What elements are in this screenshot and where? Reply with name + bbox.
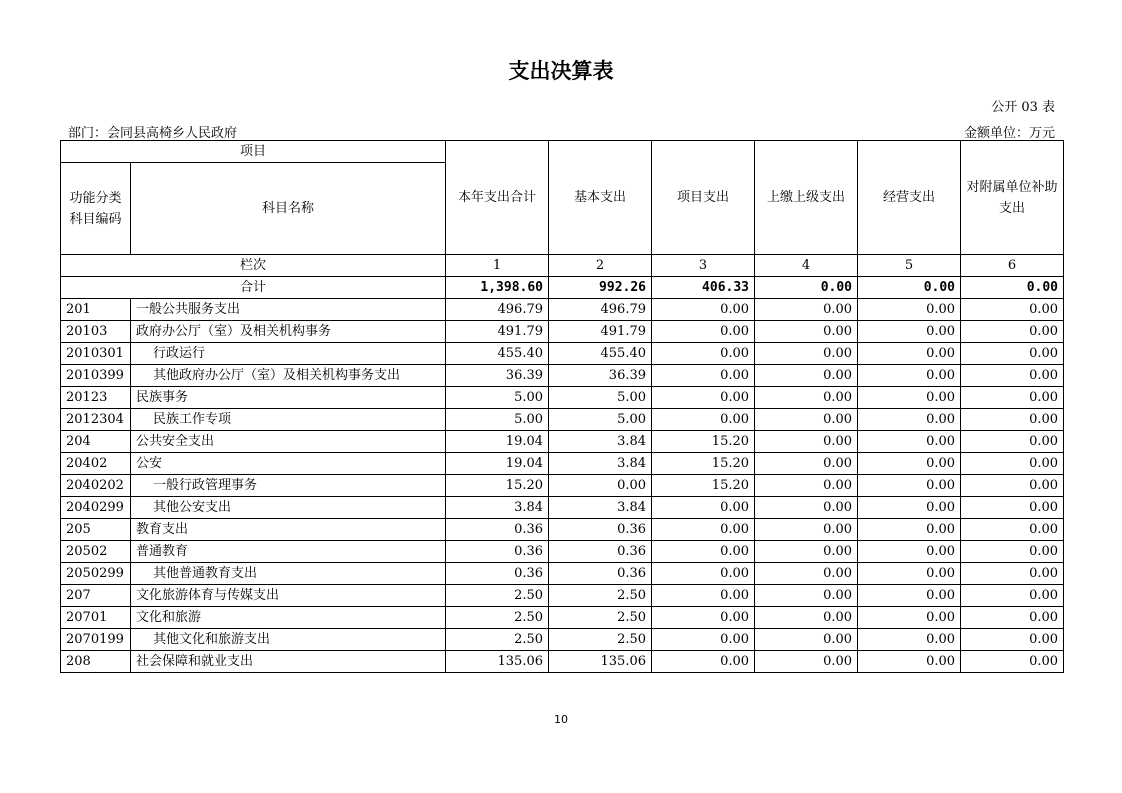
column-number: 5 — [858, 255, 961, 277]
row-value: 0.00 — [858, 585, 961, 607]
row-value: 0.00 — [858, 629, 961, 651]
row-value: 0.00 — [961, 365, 1064, 387]
row-value: 0.00 — [858, 475, 961, 497]
form-number: 公开 03 表 — [991, 100, 1055, 115]
row-value: 0.00 — [755, 453, 858, 475]
row-value: 0.00 — [652, 343, 755, 365]
table-row — [61, 343, 1064, 365]
row-subject-name: 一般行政管理事务 — [131, 475, 446, 497]
row-code: 20402 — [61, 453, 131, 475]
row-value: 2.50 — [446, 585, 549, 607]
table-row — [61, 651, 1064, 673]
row-value: 0.00 — [961, 585, 1064, 607]
table-row — [61, 299, 1064, 321]
row-value: 0.00 — [858, 321, 961, 343]
row-code: 2040202 — [61, 475, 131, 497]
row-value: 2.50 — [549, 629, 652, 651]
row-value: 2.50 — [446, 629, 549, 651]
row-value: 0.00 — [652, 651, 755, 673]
table-row — [61, 563, 1064, 585]
row-value: 0.00 — [652, 409, 755, 431]
row-value: 0.00 — [961, 497, 1064, 519]
header-business: 经营支出 — [858, 141, 961, 255]
row-value: 0.00 — [755, 651, 858, 673]
column-number: 4 — [755, 255, 858, 277]
row-value: 0.00 — [961, 321, 1064, 343]
table-row — [61, 585, 1064, 607]
table-row — [61, 519, 1064, 541]
row-value: 2.50 — [549, 585, 652, 607]
row-value: 0.00 — [858, 343, 961, 365]
header-subject-name: 科目名称 — [131, 163, 446, 255]
total-value: 0.00 — [755, 277, 858, 299]
row-value: 0.36 — [549, 541, 652, 563]
row-value: 0.00 — [755, 431, 858, 453]
total-value: 0.00 — [858, 277, 961, 299]
table-row — [61, 453, 1064, 475]
row-value: 5.00 — [549, 387, 652, 409]
column-number: 1 — [446, 255, 549, 277]
row-value: 0.00 — [858, 519, 961, 541]
row-value: 135.06 — [446, 651, 549, 673]
header-func-code: 功能分类科目编码 — [61, 163, 131, 255]
row-value: 0.00 — [755, 629, 858, 651]
row-value: 0.00 — [961, 453, 1064, 475]
total-value: 992.26 — [549, 277, 652, 299]
row-value: 0.00 — [755, 299, 858, 321]
row-code: 2010399 — [61, 365, 131, 387]
row-value: 0.00 — [961, 519, 1064, 541]
row-code: 208 — [61, 651, 131, 673]
table-row — [61, 387, 1064, 409]
total-value: 0.00 — [961, 277, 1064, 299]
row-value: 19.04 — [446, 431, 549, 453]
row-value: 0.00 — [549, 475, 652, 497]
table-row — [61, 321, 1064, 343]
row-subject-name: 社会保障和就业支出 — [131, 651, 446, 673]
total-value: 1,398.60 — [446, 277, 549, 299]
header-project: 项目 — [61, 141, 446, 163]
header-subsidy: 对附属单位补助支出 — [961, 141, 1064, 255]
row-code: 20103 — [61, 321, 131, 343]
row-value: 0.00 — [652, 321, 755, 343]
row-value: 496.79 — [549, 299, 652, 321]
row-value: 0.00 — [755, 497, 858, 519]
row-value: 5.00 — [549, 409, 652, 431]
row-value: 36.39 — [446, 365, 549, 387]
row-value: 0.00 — [755, 321, 858, 343]
row-subject-name: 其他文化和旅游支出 — [131, 629, 446, 651]
table-row — [61, 431, 1064, 453]
row-value: 0.36 — [549, 563, 652, 585]
row-value: 3.84 — [549, 497, 652, 519]
row-value: 0.00 — [755, 365, 858, 387]
column-number: 6 — [961, 255, 1064, 277]
row-value: 491.79 — [446, 321, 549, 343]
row-value: 0.00 — [858, 651, 961, 673]
row-code: 2040299 — [61, 497, 131, 519]
table-row — [61, 629, 1064, 651]
row-code: 20123 — [61, 387, 131, 409]
row-value: 0.00 — [858, 387, 961, 409]
row-value: 19.04 — [446, 453, 549, 475]
row-value: 0.00 — [858, 431, 961, 453]
header-upper: 上缴上级支出 — [755, 141, 858, 255]
row-value: 0.00 — [755, 343, 858, 365]
header-row-project — [61, 141, 1064, 163]
row-value: 0.36 — [446, 563, 549, 585]
row-value: 15.20 — [652, 431, 755, 453]
row-subject-name: 公安 — [131, 453, 446, 475]
row-value: 0.00 — [961, 651, 1064, 673]
row-code: 204 — [61, 431, 131, 453]
row-value: 0.36 — [549, 519, 652, 541]
row-value: 496.79 — [446, 299, 549, 321]
row-value: 0.00 — [652, 387, 755, 409]
row-value: 0.00 — [755, 563, 858, 585]
row-value: 3.84 — [549, 431, 652, 453]
row-subject-name: 政府办公厅（室）及相关机构事务 — [131, 321, 446, 343]
row-code: 20502 — [61, 541, 131, 563]
row-value: 0.00 — [858, 497, 961, 519]
row-value: 15.20 — [446, 475, 549, 497]
row-code: 2010301 — [61, 343, 131, 365]
row-value: 135.06 — [549, 651, 652, 673]
header-total: 本年支出合计 — [446, 141, 549, 255]
row-value: 3.84 — [446, 497, 549, 519]
row-value: 0.00 — [858, 453, 961, 475]
row-value: 0.00 — [961, 607, 1064, 629]
row-value: 455.40 — [549, 343, 652, 365]
row-value: 36.39 — [549, 365, 652, 387]
row-value: 0.00 — [755, 519, 858, 541]
row-value: 0.00 — [961, 431, 1064, 453]
row-code: 2050299 — [61, 563, 131, 585]
row-value: 0.00 — [961, 387, 1064, 409]
row-code: 207 — [61, 585, 131, 607]
header-basic: 基本支出 — [549, 141, 652, 255]
row-subject-name: 行政运行 — [131, 343, 446, 365]
row-value: 0.00 — [858, 299, 961, 321]
row-value: 0.00 — [755, 585, 858, 607]
table-row — [61, 475, 1064, 497]
page-title: 支出决算表 — [508, 59, 614, 83]
row-subject-name: 公共安全支出 — [131, 431, 446, 453]
row-value: 0.00 — [755, 409, 858, 431]
total-value: 406.33 — [652, 277, 755, 299]
table-row — [61, 409, 1064, 431]
row-subject-name: 其他公安支出 — [131, 497, 446, 519]
column-number: 3 — [652, 255, 755, 277]
row-value: 15.20 — [652, 475, 755, 497]
row-value: 491.79 — [549, 321, 652, 343]
row-value: 0.00 — [961, 629, 1064, 651]
table-row — [61, 365, 1064, 387]
row-value: 0.00 — [961, 541, 1064, 563]
table-row — [61, 541, 1064, 563]
row-code: 201 — [61, 299, 131, 321]
row-subject-name: 文化旅游体育与传媒支出 — [131, 585, 446, 607]
table-row — [61, 497, 1064, 519]
row-value: 0.36 — [446, 519, 549, 541]
row-value: 0.00 — [755, 475, 858, 497]
row-value: 0.00 — [652, 629, 755, 651]
row-value: 3.84 — [549, 453, 652, 475]
column-number-label: 栏次 — [61, 255, 446, 277]
unit-label: 金额单位：万元 — [963, 126, 1055, 141]
row-code: 2012304 — [61, 409, 131, 431]
row-value: 0.00 — [755, 541, 858, 563]
row-value: 0.00 — [652, 607, 755, 629]
expenditure-table — [60, 140, 1064, 673]
row-code: 2070199 — [61, 629, 131, 651]
row-value: 0.00 — [858, 563, 961, 585]
row-value: 0.00 — [858, 541, 961, 563]
row-value: 0.00 — [652, 519, 755, 541]
row-value: 5.00 — [446, 387, 549, 409]
row-value: 0.00 — [755, 607, 858, 629]
table-row — [61, 607, 1064, 629]
row-value: 0.36 — [446, 541, 549, 563]
page-number: 10 — [554, 713, 568, 726]
row-subject-name: 其他普通教育支出 — [131, 563, 446, 585]
total-label: 合计 — [61, 277, 446, 299]
row-value: 5.00 — [446, 409, 549, 431]
row-value: 455.40 — [446, 343, 549, 365]
row-value: 0.00 — [858, 409, 961, 431]
row-value: 0.00 — [961, 475, 1064, 497]
row-value: 0.00 — [961, 343, 1064, 365]
row-value: 0.00 — [652, 585, 755, 607]
row-subject-name: 文化和旅游 — [131, 607, 446, 629]
row-value: 2.50 — [446, 607, 549, 629]
row-code: 205 — [61, 519, 131, 541]
row-value: 0.00 — [755, 387, 858, 409]
row-subject-name: 民族工作专项 — [131, 409, 446, 431]
row-value: 15.20 — [652, 453, 755, 475]
column-number-row — [61, 255, 1064, 277]
row-value: 0.00 — [961, 299, 1064, 321]
row-code: 20701 — [61, 607, 131, 629]
row-value: 0.00 — [961, 409, 1064, 431]
column-number: 2 — [549, 255, 652, 277]
row-subject-name: 一般公共服务支出 — [131, 299, 446, 321]
department-label: 部门：会同县高椅乡人民政府 — [68, 126, 238, 141]
header-project-expense: 项目支出 — [652, 141, 755, 255]
row-value: 0.00 — [652, 541, 755, 563]
total-row — [61, 277, 1064, 299]
row-value: 0.00 — [652, 563, 755, 585]
row-subject-name: 民族事务 — [131, 387, 446, 409]
row-subject-name: 普通教育 — [131, 541, 446, 563]
row-subject-name: 其他政府办公厅（室）及相关机构事务支出 — [131, 365, 446, 387]
row-value: 2.50 — [549, 607, 652, 629]
row-value: 0.00 — [652, 497, 755, 519]
row-value: 0.00 — [858, 365, 961, 387]
row-value: 0.00 — [652, 299, 755, 321]
row-value: 0.00 — [652, 365, 755, 387]
row-subject-name: 教育支出 — [131, 519, 446, 541]
row-value: 0.00 — [858, 607, 961, 629]
row-value: 0.00 — [961, 563, 1064, 585]
